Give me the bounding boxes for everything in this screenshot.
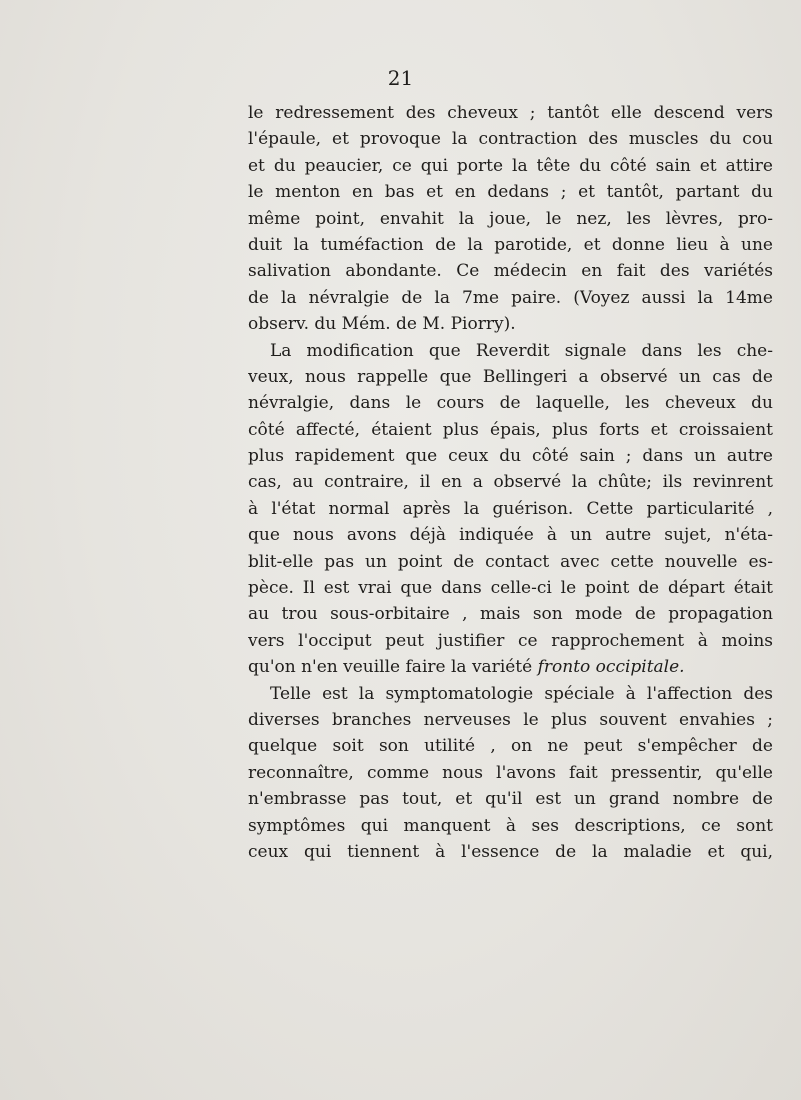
text-line: de la névralgie de la 7me paire. (Voyez aussi la 14me bbox=[248, 287, 773, 308]
text-line: diverses branches nerveuses le plus souvent envahies ; bbox=[248, 709, 773, 730]
text-line: reconnaître, comme nous l'avons fait pressentir, qu'elle bbox=[248, 762, 773, 783]
text-line: l'épaule, et provoque la contraction des muscles du cou bbox=[248, 129, 773, 150]
text-line: cas, au contraire, il en a observé la chûte; ils revinrent bbox=[248, 472, 773, 493]
text-fragment: qu'on n'en veuille faire la variété bbox=[248, 657, 533, 678]
text-line: observ. du Mém. de M. Piorry). bbox=[248, 314, 516, 335]
text-line: ceux qui tiennent à l'essence de la maladie et qui, bbox=[248, 841, 773, 862]
text-line: au trou sous-orbitaire , mais son mode de propagation bbox=[248, 604, 773, 625]
text-line: plus rapidement que ceux du côté sain ; dans un autre bbox=[248, 446, 773, 467]
text-line: le redressement des cheveux ; tantôt elle descend vers bbox=[248, 103, 773, 123]
text-line: le menton en bas et en dedans ; et tantôt, partant du bbox=[248, 182, 773, 203]
text-line: blit-elle pas un point de contact avec cette nouvelle es- bbox=[248, 551, 773, 572]
body-text bbox=[248, 100, 773, 865]
text-line: La modification que Reverdit signale dans les che- bbox=[270, 340, 773, 361]
text-line-with-term bbox=[248, 654, 773, 680]
page-number: 21 bbox=[387, 66, 414, 90]
text-line: à l'état normal après la guérison. Cette particularité , bbox=[248, 498, 773, 519]
text-line: et du peaucier, ce qui porte la tête du côté sain et attire bbox=[248, 155, 773, 176]
text-line: que nous avons déjà indiquée à un autre sujet, n'éta- bbox=[248, 525, 773, 546]
text-line: salivation abondante. Ce médecin en fait des variétés bbox=[248, 261, 773, 282]
italic-term: fronto occipitale. bbox=[537, 657, 685, 678]
text-line: vers l'occiput peut justifier ce rapprochement à moins bbox=[248, 630, 773, 651]
text-line: quelque soit son utilité , on ne peut s'empêcher de bbox=[248, 736, 773, 757]
text-line: duit la tuméfaction de la parotide, et donne lieu à une bbox=[248, 234, 773, 255]
text-line: n'embrasse pas tout, et qu'il est un grand nombre de bbox=[248, 789, 773, 810]
text-line: même point, envahit la joue, le nez, les lèvres, pro- bbox=[248, 208, 773, 229]
text-line: côté affecté, étaient plus épais, plus forts et croissaient bbox=[248, 419, 773, 440]
text-line: veux, nous rappelle que Bellingeri a observé un cas de bbox=[248, 366, 773, 387]
text-line: névralgie, dans le cours de laquelle, les cheveux du bbox=[248, 393, 773, 414]
text-line: pèce. Il est vrai que dans celle-ci le point de départ était bbox=[248, 578, 773, 599]
text-line: Telle est la symptomatologie spéciale à l'affection des bbox=[270, 683, 773, 704]
text-line: symptômes qui manquent à ses descriptions, ce sont bbox=[248, 815, 773, 836]
